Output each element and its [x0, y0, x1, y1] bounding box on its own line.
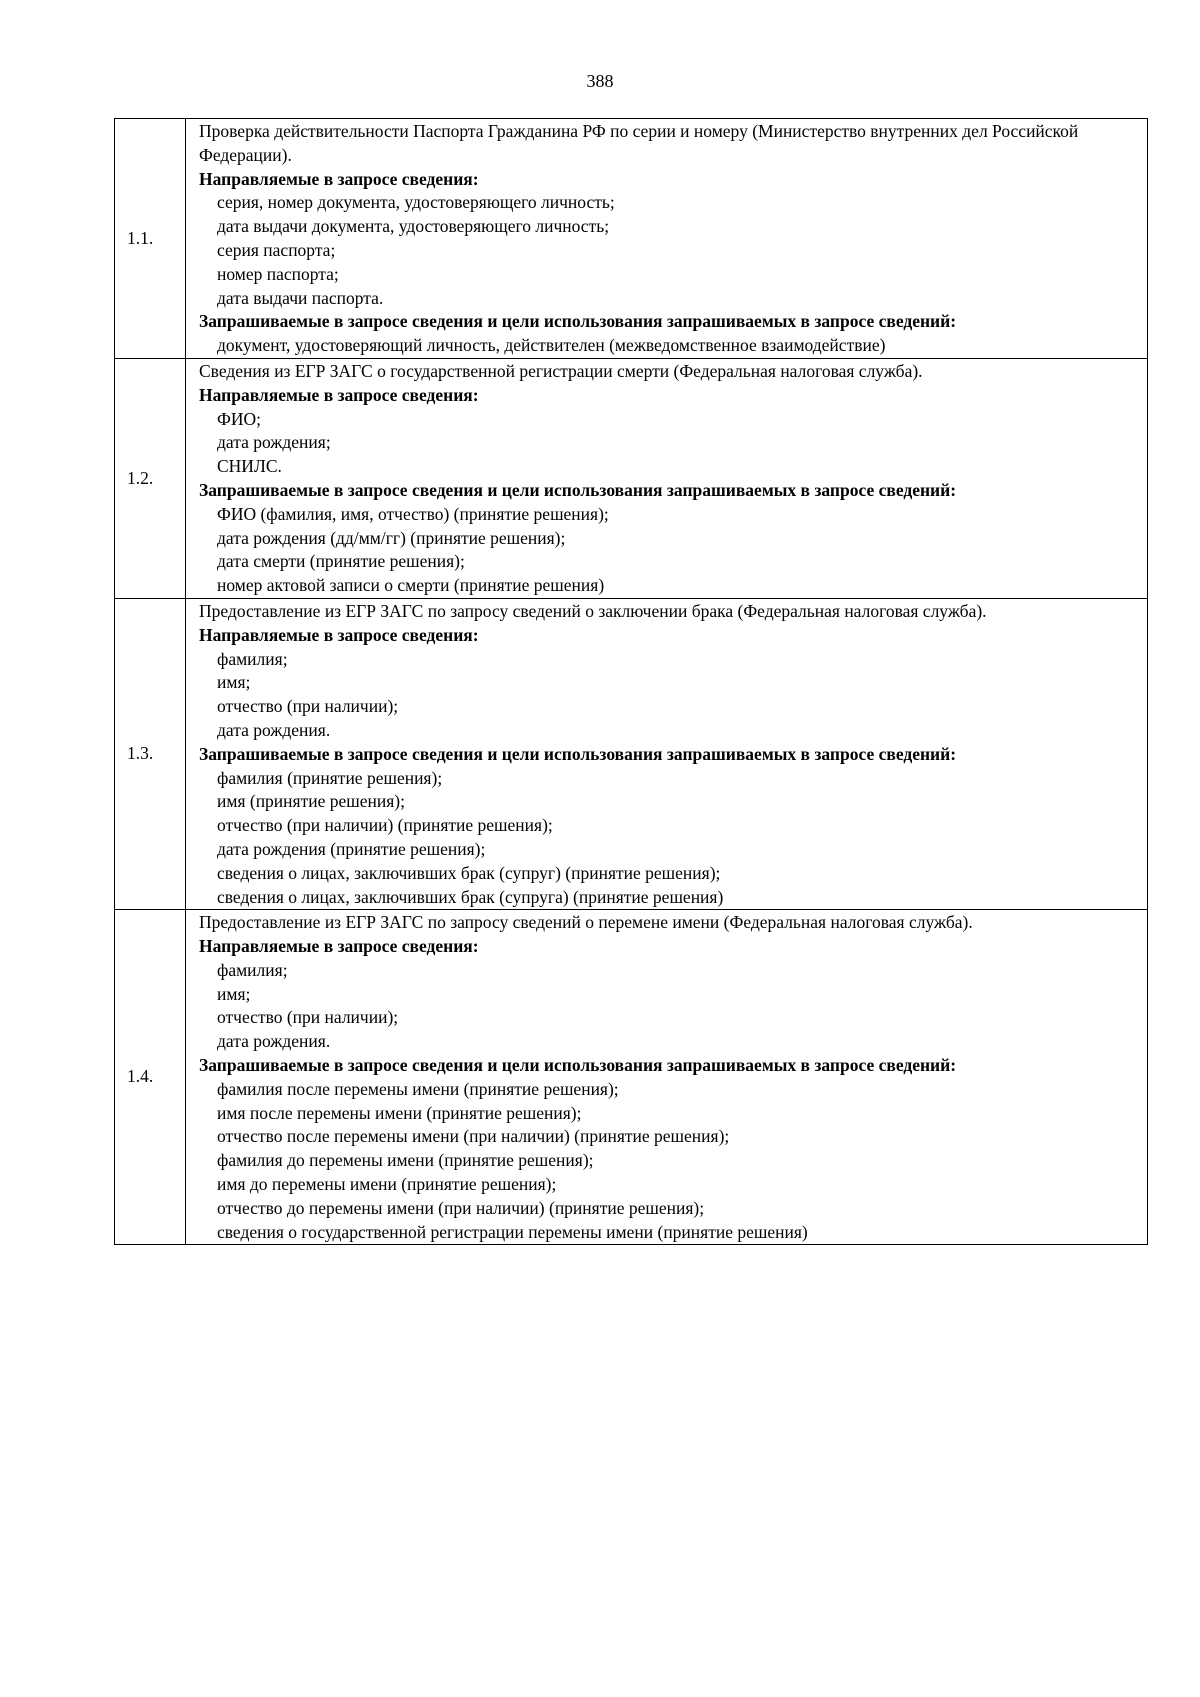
sent-item: имя; [217, 983, 251, 1004]
requested-item: фамилия (принятие решения); [217, 767, 443, 788]
requested-item: ФИО (фамилия, имя, отчество) (принятие решения); [217, 503, 609, 524]
requested-label: Запрашиваемые в запросе сведения и цели использования запрашиваемых в запросе сведений: [199, 479, 957, 500]
sent-item: дата рождения; [217, 432, 331, 453]
sent-item: дата рождения. [217, 719, 331, 740]
sent-item: отчество (при наличии); [217, 1007, 399, 1028]
row-title: Сведения из ЕГР ЗАГС о государственной регистрации смерти (Федеральная налоговая служба). [199, 360, 923, 381]
requested-item: отчество после перемены имени (при наличии) (принятие решения); [217, 1126, 730, 1147]
requests-table [114, 118, 1148, 1245]
row-number: 1.1. [115, 119, 186, 359]
requested-label: Запрашиваемые в запросе сведения и цели использования запрашиваемых в запросе сведений: [199, 1055, 957, 1076]
sent-item: СНИЛС. [217, 456, 282, 477]
sent-item: номер паспорта; [217, 263, 339, 284]
requested-item: дата рождения (дд/мм/гг) (принятие решения); [217, 527, 566, 548]
requested-item: отчество до перемены имени (при наличии) (принятие решения); [217, 1197, 705, 1218]
row-title: Предоставление из ЕГР ЗАГС по запросу сведений о заключении брака (Федеральная налоговая служба). [199, 600, 987, 621]
requested-item: номер актовой записи о смерти (принятие решения) [217, 575, 605, 596]
row-title: Проверка действительности Паспорта Гражданина РФ по серии и номеру (Министерство внутренних дел Российской Федерации). [199, 121, 1079, 165]
requested-item: фамилия до перемены имени (принятие решения); [217, 1150, 594, 1171]
row-content [186, 910, 1148, 1245]
sent-label: Направляемые в запросе сведения: [199, 936, 479, 957]
sent-label: Направляемые в запросе сведения: [199, 384, 479, 405]
requested-item: фамилия после перемены имени (принятие решения); [217, 1078, 619, 1099]
table-row [115, 910, 1148, 1245]
page-number: 388 [586, 71, 614, 91]
sent-item: дата выдачи документа, удостоверяющего личность; [217, 216, 610, 237]
row-content [186, 598, 1148, 909]
sent-label: Направляемые в запросе сведения: [199, 168, 479, 189]
requested-label: Запрашиваемые в запросе сведения и цели использования запрашиваемых в запросе сведений: [199, 743, 957, 764]
row-number: 1.2. [115, 358, 186, 598]
sent-item: имя; [217, 672, 251, 693]
table-row [115, 598, 1148, 909]
sent-item: фамилия; [217, 959, 288, 980]
row-number: 1.3. [115, 598, 186, 909]
requested-item: отчество (при наличии) (принятие решения); [217, 815, 553, 836]
sent-item: дата рождения. [217, 1031, 331, 1052]
requested-item: сведения о лицах, заключивших брак (супруг) (принятие решения); [217, 862, 721, 883]
requested-item: документ, удостоверяющий личность, действителен (межведомственное взаимодействие) [217, 335, 886, 356]
sent-item: дата выдачи паспорта. [217, 287, 384, 308]
requested-item: дата рождения (принятие решения); [217, 838, 486, 859]
row-content [186, 119, 1148, 359]
sent-item: серия, номер документа, удостоверяющего личность; [217, 192, 615, 213]
requested-item: имя (принятие решения); [217, 791, 405, 812]
requested-item: сведения о лицах, заключивших брак (супруга) (принятие решения) [217, 886, 724, 907]
row-number: 1.4. [115, 910, 186, 1245]
requests-table-body [115, 119, 1148, 1245]
requested-item: дата смерти (принятие решения); [217, 551, 465, 572]
requested-label: Запрашиваемые в запросе сведения и цели использования запрашиваемых в запросе сведений: [199, 311, 957, 332]
sent-item: серия паспорта; [217, 239, 336, 260]
requested-item: сведения о государственной регистрации перемены имени (принятие решения) [217, 1221, 808, 1242]
sent-item: фамилия; [217, 648, 288, 669]
row-content [186, 358, 1148, 598]
sent-item: ФИО; [217, 408, 261, 429]
sent-item: отчество (при наличии); [217, 696, 399, 717]
row-title: Предоставление из ЕГР ЗАГС по запросу сведений о перемене имени (Федеральная налоговая служба). [199, 912, 973, 933]
table-row [115, 119, 1148, 359]
sent-label: Направляемые в запросе сведения: [199, 624, 479, 645]
requested-item: имя до перемены имени (принятие решения); [217, 1174, 557, 1195]
table-row [115, 358, 1148, 598]
requested-item: имя после перемены имени (принятие решения); [217, 1102, 582, 1123]
